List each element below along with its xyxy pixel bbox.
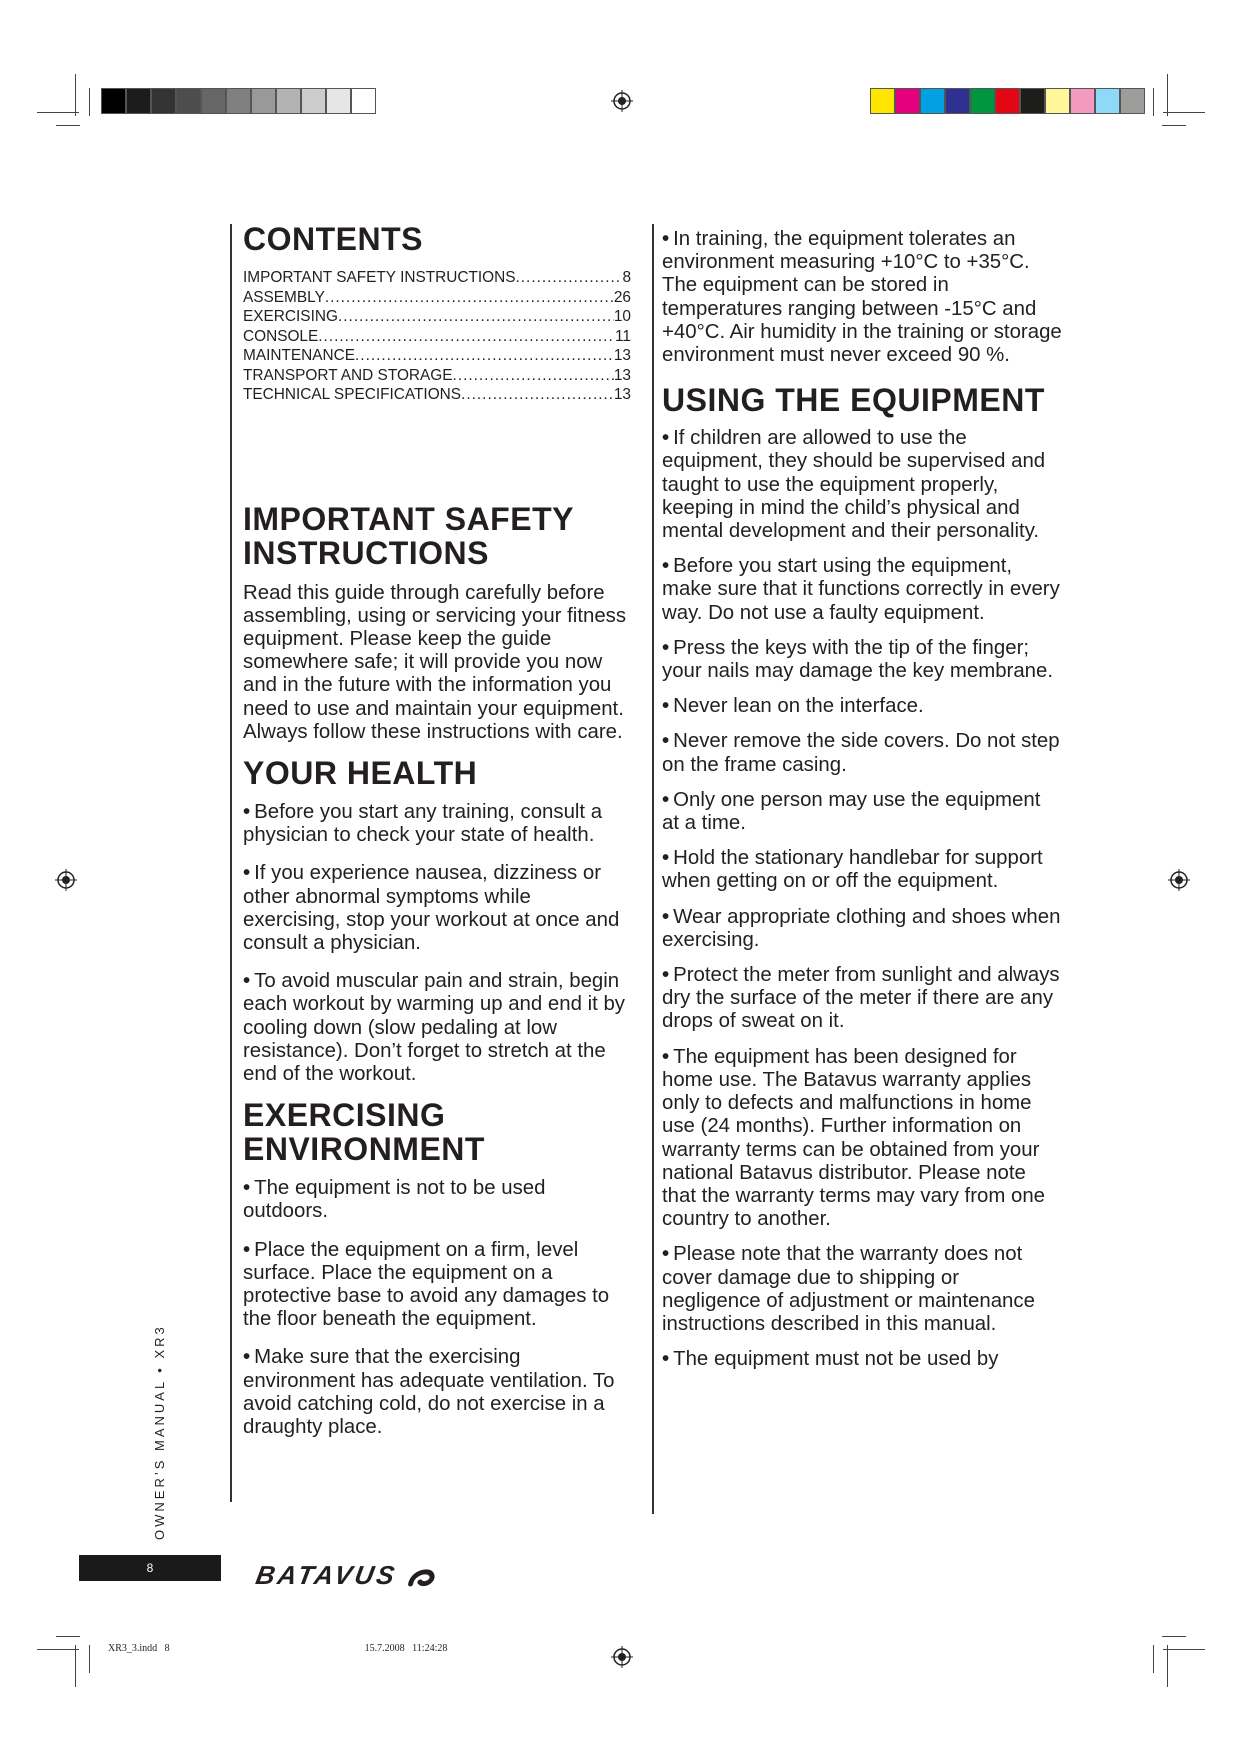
gray-swatch <box>326 88 351 114</box>
toc-leader <box>318 327 615 347</box>
registration-mark-icon <box>55 869 77 891</box>
toc-page: 26 <box>613 288 631 306</box>
process-swatch <box>945 88 970 114</box>
toc-label: TECHNICAL SPECIFICATIONS <box>243 386 462 403</box>
gray-swatch <box>301 88 326 114</box>
toc-page: 13 <box>613 366 631 384</box>
toc-entry <box>243 346 631 366</box>
environment-list <box>243 1177 631 1439</box>
bullet-item: • If children are allowed to use the equipment, they should be supervised and taught to use the equipment properly, keeping in mind the child’s physical and mental development and their personality. <box>662 427 1062 543</box>
toc-page: 10 <box>613 308 631 325</box>
toc-label: MAINTENANCE <box>243 347 356 364</box>
gray-swatch <box>351 88 376 114</box>
gray-swatch <box>101 88 126 114</box>
toc-entry <box>243 307 631 327</box>
toc-label: EXERCISING <box>243 308 338 325</box>
toc-page: 13 <box>613 386 631 403</box>
gray-swatch <box>251 88 276 114</box>
toc-leader <box>461 385 614 405</box>
bullet-item: • The equipment has been designed for home use. The Batavus warranty applies only to defects and malfunctions in home use (24 months). Further information on warranty terms can be obtained from your national Batavus distributor. Please note that the warranty terms may vary from one country to another. <box>662 1046 1062 1232</box>
bullet-item: • Place the equipment on a firm, level surface. Place the equipment on a protective base to avoid any damages to the floor beneath the equipment. <box>243 1239 631 1332</box>
gray-swatch <box>176 88 201 114</box>
logo-text: BATAVUS <box>253 1560 400 1590</box>
print-slug: XR3_3.indd 8 15.7.2008 11:24:28 <box>108 1643 448 1654</box>
process-swatch <box>895 88 920 114</box>
table-of-contents <box>243 268 631 405</box>
bullet-item: • The equipment is not to be used outdoors. <box>243 1177 631 1223</box>
process-swatch <box>995 88 1020 114</box>
toc-entry <box>243 268 631 288</box>
toc-page: 8 <box>622 269 631 286</box>
toc-entry <box>243 288 631 308</box>
process-swatch <box>1020 88 1045 114</box>
toc-leader <box>325 288 614 308</box>
bullet-item: • Only one person may use the equipment at a time. <box>662 789 1062 835</box>
page-number: 8 <box>79 1555 221 1581</box>
using-list <box>662 427 1062 1371</box>
toc-entry <box>243 327 631 347</box>
toc-label: CONSOLE <box>243 327 319 345</box>
toc-page: 13 <box>613 347 631 364</box>
gray-swatch <box>276 88 301 114</box>
using-heading: USING THE EQUIPMENT <box>662 382 1045 419</box>
safety-heading-line1: IMPORTANT SAFETY <box>243 500 574 537</box>
toc-leader <box>453 366 614 386</box>
environment-heading <box>243 1098 631 1166</box>
gray-swatch <box>151 88 176 114</box>
toc-entry <box>243 366 631 386</box>
environment-heading-line2: ENVIRONMENT <box>243 1131 485 1168</box>
bullet-item: • Make sure that the exercising environment has adequate ventilation. To avoid catching cold, do not exercise in a draughty place. <box>243 1346 631 1439</box>
environment-temperature-bullet: • In training, the equipment tolerates an environment measuring +10°C to +35°C. The equipment can be stored in temperatures ranging between -15°C and +40°C. Air humidity in the training or storage environment must never exceed 90 %. <box>662 228 1062 367</box>
health-heading: YOUR HEALTH <box>243 754 478 791</box>
batavus-emblem-icon <box>404 1562 439 1592</box>
process-swatch <box>970 88 995 114</box>
safety-heading-line2: INSTRUCTIONS <box>243 534 489 571</box>
registration-mark-icon <box>611 1646 633 1668</box>
manual-sidebar-label: OWNER’S MANUAL • XR3 <box>152 1324 167 1540</box>
bullet-item: • Wear appropriate clothing and shoes when exercising. <box>662 906 1062 952</box>
environment-heading-line1: EXERCISING <box>243 1097 446 1134</box>
toc-label: IMPORTANT SAFETY INSTRUCTIONS <box>243 269 516 286</box>
toc-label: TRANSPORT AND STORAGE <box>243 366 453 384</box>
bullet-item: • Before you start any training, consult a physician to check your state of health. <box>243 801 631 847</box>
toc-leader <box>355 346 614 366</box>
gray-swatch <box>201 88 226 114</box>
right-column <box>662 228 1062 1371</box>
process-swatch <box>870 88 895 114</box>
registration-mark-icon <box>1168 869 1190 891</box>
safety-intro: Read this guide through carefully before assembling, using or servicing your fitness equipment. Please keep the guide somewhere safe; it will provide you now and in the future with the information you need to use and maintain your equipment. Always follow these instructions with care. <box>243 581 627 743</box>
bullet-item: • If you experience nausea, dizziness or other abnormal symptoms while exercising, stop your workout at once and consult a physician. <box>243 862 631 955</box>
bullet-item: • Never lean on the interface. <box>662 695 1062 718</box>
left-column-rule <box>230 224 232 1502</box>
bullet-item: • The equipment must not be used by <box>662 1348 1062 1371</box>
center-column-rule <box>652 224 654 1514</box>
contents-heading: CONTENTS <box>243 221 423 257</box>
process-swatch <box>1045 88 1070 114</box>
batavus-logo <box>253 1560 440 1592</box>
bullet-item: • Protect the meter from sunlight and always dry the surface of the meter if there are any drops of sweat on it. <box>662 964 1062 1034</box>
bullet-item: • Before you start using the equipment, make sure that it functions correctly in every way. Do not use a faulty equipment. <box>662 555 1062 625</box>
health-list <box>243 801 631 1086</box>
process-swatch <box>1120 88 1145 114</box>
bullet-item: • Hold the stationary handlebar for support when getting on or off the equipment. <box>662 847 1062 893</box>
registration-mark-icon <box>611 90 633 112</box>
safety-heading <box>243 502 631 570</box>
toc-leader <box>338 307 614 327</box>
gray-swatch <box>226 88 251 114</box>
process-swatch <box>1095 88 1120 114</box>
left-column <box>243 222 631 1439</box>
bullet-item: • Please note that the warranty does not cover damage due to shipping or negligence of adjustment or maintenance instructions described in this manual. <box>662 1243 1062 1336</box>
toc-entry <box>243 385 631 405</box>
process-swatch <box>1070 88 1095 114</box>
toc-page: 11 <box>615 327 631 345</box>
toc-label: ASSEMBLY <box>243 288 325 306</box>
bullet-item: • Never remove the side covers. Do not step on the frame casing. <box>662 730 1062 776</box>
bullet-item: • Press the keys with the tip of the finger; your nails may damage the key membrane. <box>662 637 1062 683</box>
toc-leader <box>516 268 623 288</box>
process-swatch <box>920 88 945 114</box>
gray-swatch <box>126 88 151 114</box>
bullet-item: • To avoid muscular pain and strain, begin each workout by warming up and end it by cooling down (slow pedaling at low resistance). Don’t forget to stretch at the end of the workout. <box>243 970 631 1086</box>
